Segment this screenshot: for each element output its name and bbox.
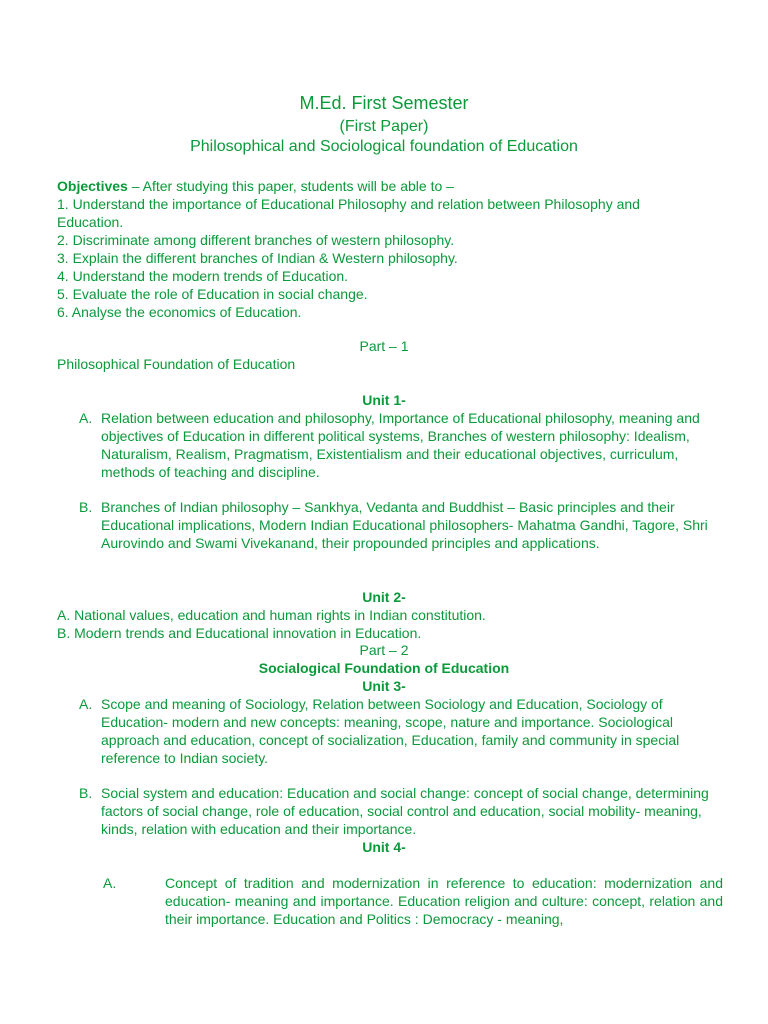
- unit1-item-a: [79, 409, 729, 481]
- document-subtitle: (First Paper): [339, 118, 429, 135]
- objective-item: 4. Understand the modern trends of Education.: [57, 268, 349, 284]
- objectives-line: [57, 177, 707, 195]
- item-label: A.: [103, 875, 117, 891]
- objective-item: 2. Discriminate among different branches of western philosophy.: [57, 232, 455, 248]
- item-label: B.: [79, 785, 93, 801]
- paper-title: Philosophical and Sociological foundation of Education: [190, 138, 578, 155]
- part1-heading: Part – 1: [359, 338, 409, 354]
- objectives-list: [57, 195, 707, 321]
- part1-title: Philosophical Foundation of Education: [57, 356, 296, 372]
- unit2-item: A. National values, education and human rights in Indian constitution.: [57, 607, 486, 623]
- unit3-heading: Unit 3-: [362, 678, 406, 694]
- unit2-list: [57, 606, 707, 642]
- objective-item: 1. Understand the importance of Educational Philosophy and relation between Philosophy and Education.: [57, 196, 640, 230]
- item-label: A.: [79, 696, 93, 712]
- unit3-item-a: [79, 695, 729, 767]
- unit4-heading: Unit 4-: [362, 839, 406, 855]
- part2-heading: Part – 2: [359, 642, 409, 658]
- item-text: Branches of Indian philosophy – Sankhya, Vedanta and Buddhist – Basic principles and their Educational implications, Modern Indian Educational philosophers- Mahatma Gandhi, Tagore, Shri Aurovindo and Swami Vivekanand, their propounded principles and applications.: [101, 499, 708, 551]
- item-text: Relation between education and philosophy, Importance of Educational philosophy, meaning and objectives of Education in different political systems, Branches of western philosophy: Idealism, Naturalism, Realism, Pragmatism, Existentialism and their educational objectives, curriculum, methods of teaching and discipline.: [101, 410, 700, 480]
- objective-item: 6. Analyse the economics of Education.: [57, 304, 302, 320]
- unit2-heading: Unit 2-: [362, 589, 406, 605]
- document-title: M.Ed. First Semester: [299, 93, 469, 113]
- unit1-item-b: [79, 498, 729, 552]
- item-label: B.: [79, 499, 93, 515]
- unit3-item-b: [79, 784, 729, 838]
- objectives-intro: – After studying this paper, students will be able to –: [127, 178, 454, 194]
- unit1-heading: Unit 1-: [362, 392, 406, 408]
- unit2-item: B. Modern trends and Educational innovation in Education.: [57, 625, 422, 641]
- part2-title: Socialogical Foundation of Education: [258, 660, 510, 676]
- objective-item: 5. Evaluate the role of Education in social change.: [57, 286, 368, 302]
- item-text: Scope and meaning of Sociology, Relation between Sociology and Education, Sociology of Education- modern and new concepts: meaning, scope, nature and importance. Sociological approach and education, concept of socialization, Education, family and community in special reference to Indian society.: [101, 696, 680, 766]
- unit4-item-a: [103, 874, 723, 928]
- objectives-label: Objectives: [57, 178, 128, 194]
- item-text: Social system and education: Education and social change: concept of social change, determining factors of social change, role of education, social control and education, social mobility- meaning, kinds, relation with education and their importance.: [101, 785, 709, 837]
- item-text: Concept of tradition and modernization in reference to education: modernization and education- meaning and importance. Education religion and culture: concept, relation and their importance. Education and Politics : Democracy - meaning,: [165, 875, 723, 927]
- objective-item: 3. Explain the different branches of Indian & Western philosophy.: [57, 250, 458, 266]
- item-label: A.: [79, 410, 93, 426]
